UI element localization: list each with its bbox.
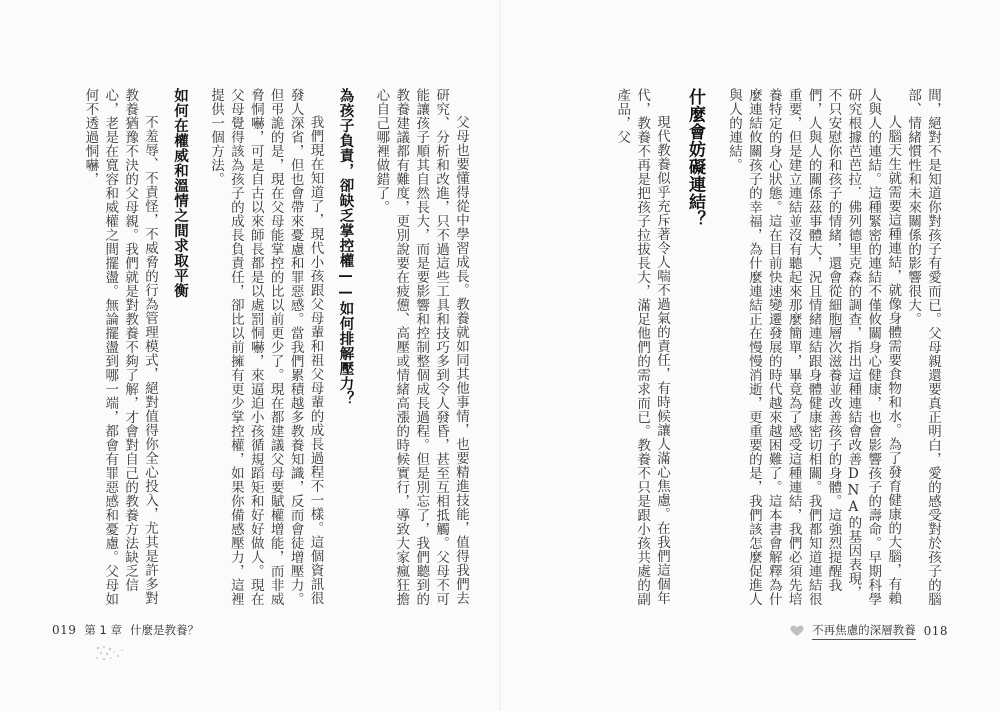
left-paragraph-1: 父母也要懂得從中學習成長。教養就如同其他事情，也要精進技能，值得我們去研究、分析和改進，只不過這些工具和技巧多到令人發昏，甚至互相抵觸。父母不可能讓孩子順其自然長大，而是要影響和控制整個成長過程。但是別忘了，我們聽到的教養建議都有難度，更別說要在疲憊、高壓或情緒高漲的時候實行，導致大家瘋狂擔心自己哪裡做錯了。 [373, 88, 469, 606]
left-footer-chapter: 第 1 章 [84, 623, 123, 637]
left-footer [52, 622, 199, 638]
dots-icon [94, 644, 134, 662]
right-heading-connection: 什麼會妨礙連結？ [685, 88, 706, 228]
right-footer [790, 622, 948, 640]
heart-icon [790, 625, 804, 637]
left-page-body [40, 88, 470, 608]
right-page-body [552, 88, 942, 608]
left-footer-chapter-title: 什麼是教養？ [130, 623, 200, 637]
left-paragraph-3: 不羞辱、不責怪，不威脅的行為管理模式，絕對值得你全心投入，尤其是許多對教養猶豫不決的父母親。我們就是對教養不夠了解，才會對自己的教養方法缺乏信心，老是在寬容和威權之間擺盪。無論擺盪到哪一端，都會有罪惡感和憂慮。父母如何不透過恫嚇， [82, 88, 159, 606]
right-paragraph-continued: 間，絕對不是知道你對孩子有愛而已。父母親還要真正明白，愛的感受對於孩子的腦部、情緒慣性和未來關係的影響很大。 [905, 88, 941, 606]
left-paragraph-2: 我們現在知道了，現代小孩跟父母輩和祖父母輩的成長過程不一樣。這個資訊很發人深省，但也會帶來憂慮和罪惡感。當我們累積越多教養知識，反而會徒增壓力。但弔詭的是，現在父母能掌控的比以前更少了。現在都建議父母要賦權增能，而非威脅恫嚇，可是自古以來師長都是以處罰恫嚇，來逼迫小孩循規蹈矩和好好做人。現在父母覺得該為孩子的成長負責任，卻比以前擁有更少掌控權，如果你備感壓力，這裡提供一個方法。 [207, 88, 324, 606]
right-page-number: 018 [923, 624, 948, 638]
right-footer-book-title: 不再焦慮的深層教養 [812, 622, 916, 640]
left-page-number: 019 [52, 623, 77, 637]
left-heading-balance: 如何在權威和溫情之間求取平衡 [172, 88, 189, 298]
right-paragraph-2: 現代教養似乎充斥著令人喘不過氣的責任，有時候讓人滿心焦慮。在我們這個年代，教養不再是把孩子拉拔長大，滿足他們的需求而已。教養不只是跟小孩共處的副產品，父 [614, 88, 671, 606]
left-heading-pressure: 為孩子負責，卻缺乏掌控權——如何排解壓力？ [337, 88, 354, 406]
right-paragraph-1: 人腦天生就需要這種連結，就像身體需要食物和水。為了發育健康的大腦，有賴人與人的連結。這種緊密的連結不僅攸關身心健康，也會影響孩子的壽命。早期科學研究根據芭芭拉．佛列德里克森的調查，指出這種連結會改善DNA的基因表現，不只安慰你和孩子的情緒，還會從細胞層次滋養並改善孩子的身體。這強烈提醒我們，人與人的關係茲事體大，況且情緒連結跟身體健康密切相關。我們都知道連結很重要，但是建立連結並沒有聽起來那麼簡單，畢竟為了感受這種連結，我們必須先培養特定的身心狀態。這在目前快速變遷發展的時代越來越困難了。這本書會解釋為什麼連結攸關孩子的幸福，為什麼連結正在慢慢消逝，更重要的是，我們該怎麼促進人與人的連結。 [725, 88, 902, 606]
right-page [500, 0, 1000, 711]
